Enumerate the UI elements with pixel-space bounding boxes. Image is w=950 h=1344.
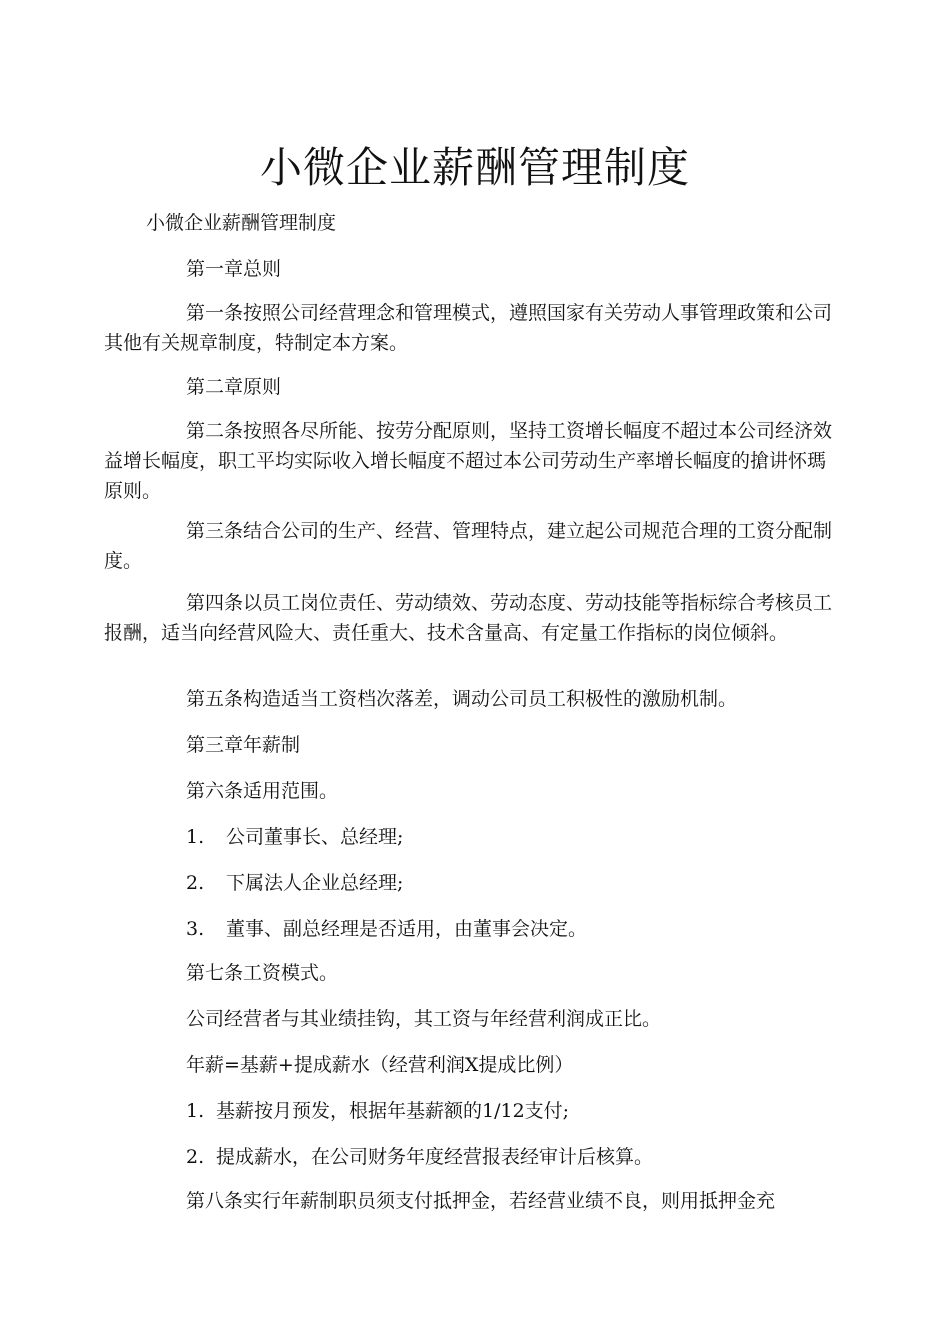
- article-paragraph: 第二条按照各尽所能、按劳分配原则，坚持工资增长幅度不超过本公司经济效益增长幅度，职工平均实际收入增长幅度不超过本公司劳动生产率增长幅度的搶讲怀瑪原则。: [104, 420, 833, 502]
- list-item-number: 3.: [186, 918, 205, 940]
- list-item: [186, 1096, 840, 1126]
- article-paragraph: 第四条以员工岗位责任、劳动绩效、劳动态度、劳动技能等指标综合考核员工报酬，适当向经营风险大、责任重大、技术含量高、有定量工作指标的岗位倾斜。: [104, 592, 833, 644]
- document-title: 小微企业薪酬管理制度: [259, 143, 690, 193]
- formula-paragraph: 年薪=基薪+提成薪水（经营利润X提成比例）: [186, 1054, 574, 1076]
- list-item: [186, 1142, 840, 1172]
- list-item-number: 1.: [186, 1100, 205, 1122]
- list-item-number: 2.: [186, 1146, 205, 1168]
- list-item-text: 董事、副总经理是否适用，由董事会决定。: [226, 918, 588, 940]
- list-item-number: 2.: [186, 872, 205, 894]
- list-item: [186, 822, 840, 852]
- list-item: [186, 914, 840, 944]
- chapter-heading: 第一章总则: [186, 258, 282, 280]
- article-paragraph: 第七条工资模式。: [186, 962, 339, 984]
- chapter-heading: 第二章原则: [186, 376, 282, 398]
- article-paragraph: 第一条按照公司经营理念和管理模式，遵照国家有关劳动人事管理政策和公司其他有关规章制度，特制定本方案。: [104, 302, 833, 354]
- article-paragraph: 公司经营者与其业绩挂钩，其工资与年经营利润成正比。: [186, 1008, 662, 1030]
- list-item-number: 1.: [186, 826, 205, 848]
- list-item-text: 提成薪水，在公司财务年度经营报表经审计后核算。: [216, 1146, 654, 1168]
- list-item-text: 基薪按月预发，根据年基薪额的1/12支付;: [216, 1100, 570, 1122]
- list-item-text: 公司董事长、总经理;: [226, 826, 404, 848]
- chapter-heading: 第三章年薪制: [186, 734, 301, 756]
- article-paragraph: 第六条适用范围。: [186, 780, 339, 802]
- list-item: [186, 868, 840, 898]
- document-subtitle: 小微企业薪酬管理制度: [146, 212, 337, 234]
- article-paragraph: 第五条构造适当工资档次落差，调动公司员工积极性的激励机制。: [186, 688, 738, 710]
- list-item-text: 下属法人企业总经理;: [226, 872, 404, 894]
- article-paragraph: 第八条实行年薪制职员须支付抵押金，若经营业绩不良，则用抵押金充: [186, 1190, 776, 1212]
- article-paragraph: 第三条结合公司的生产、经营、管理特点，建立起公司规范合理的工资分配制度。: [104, 520, 833, 572]
